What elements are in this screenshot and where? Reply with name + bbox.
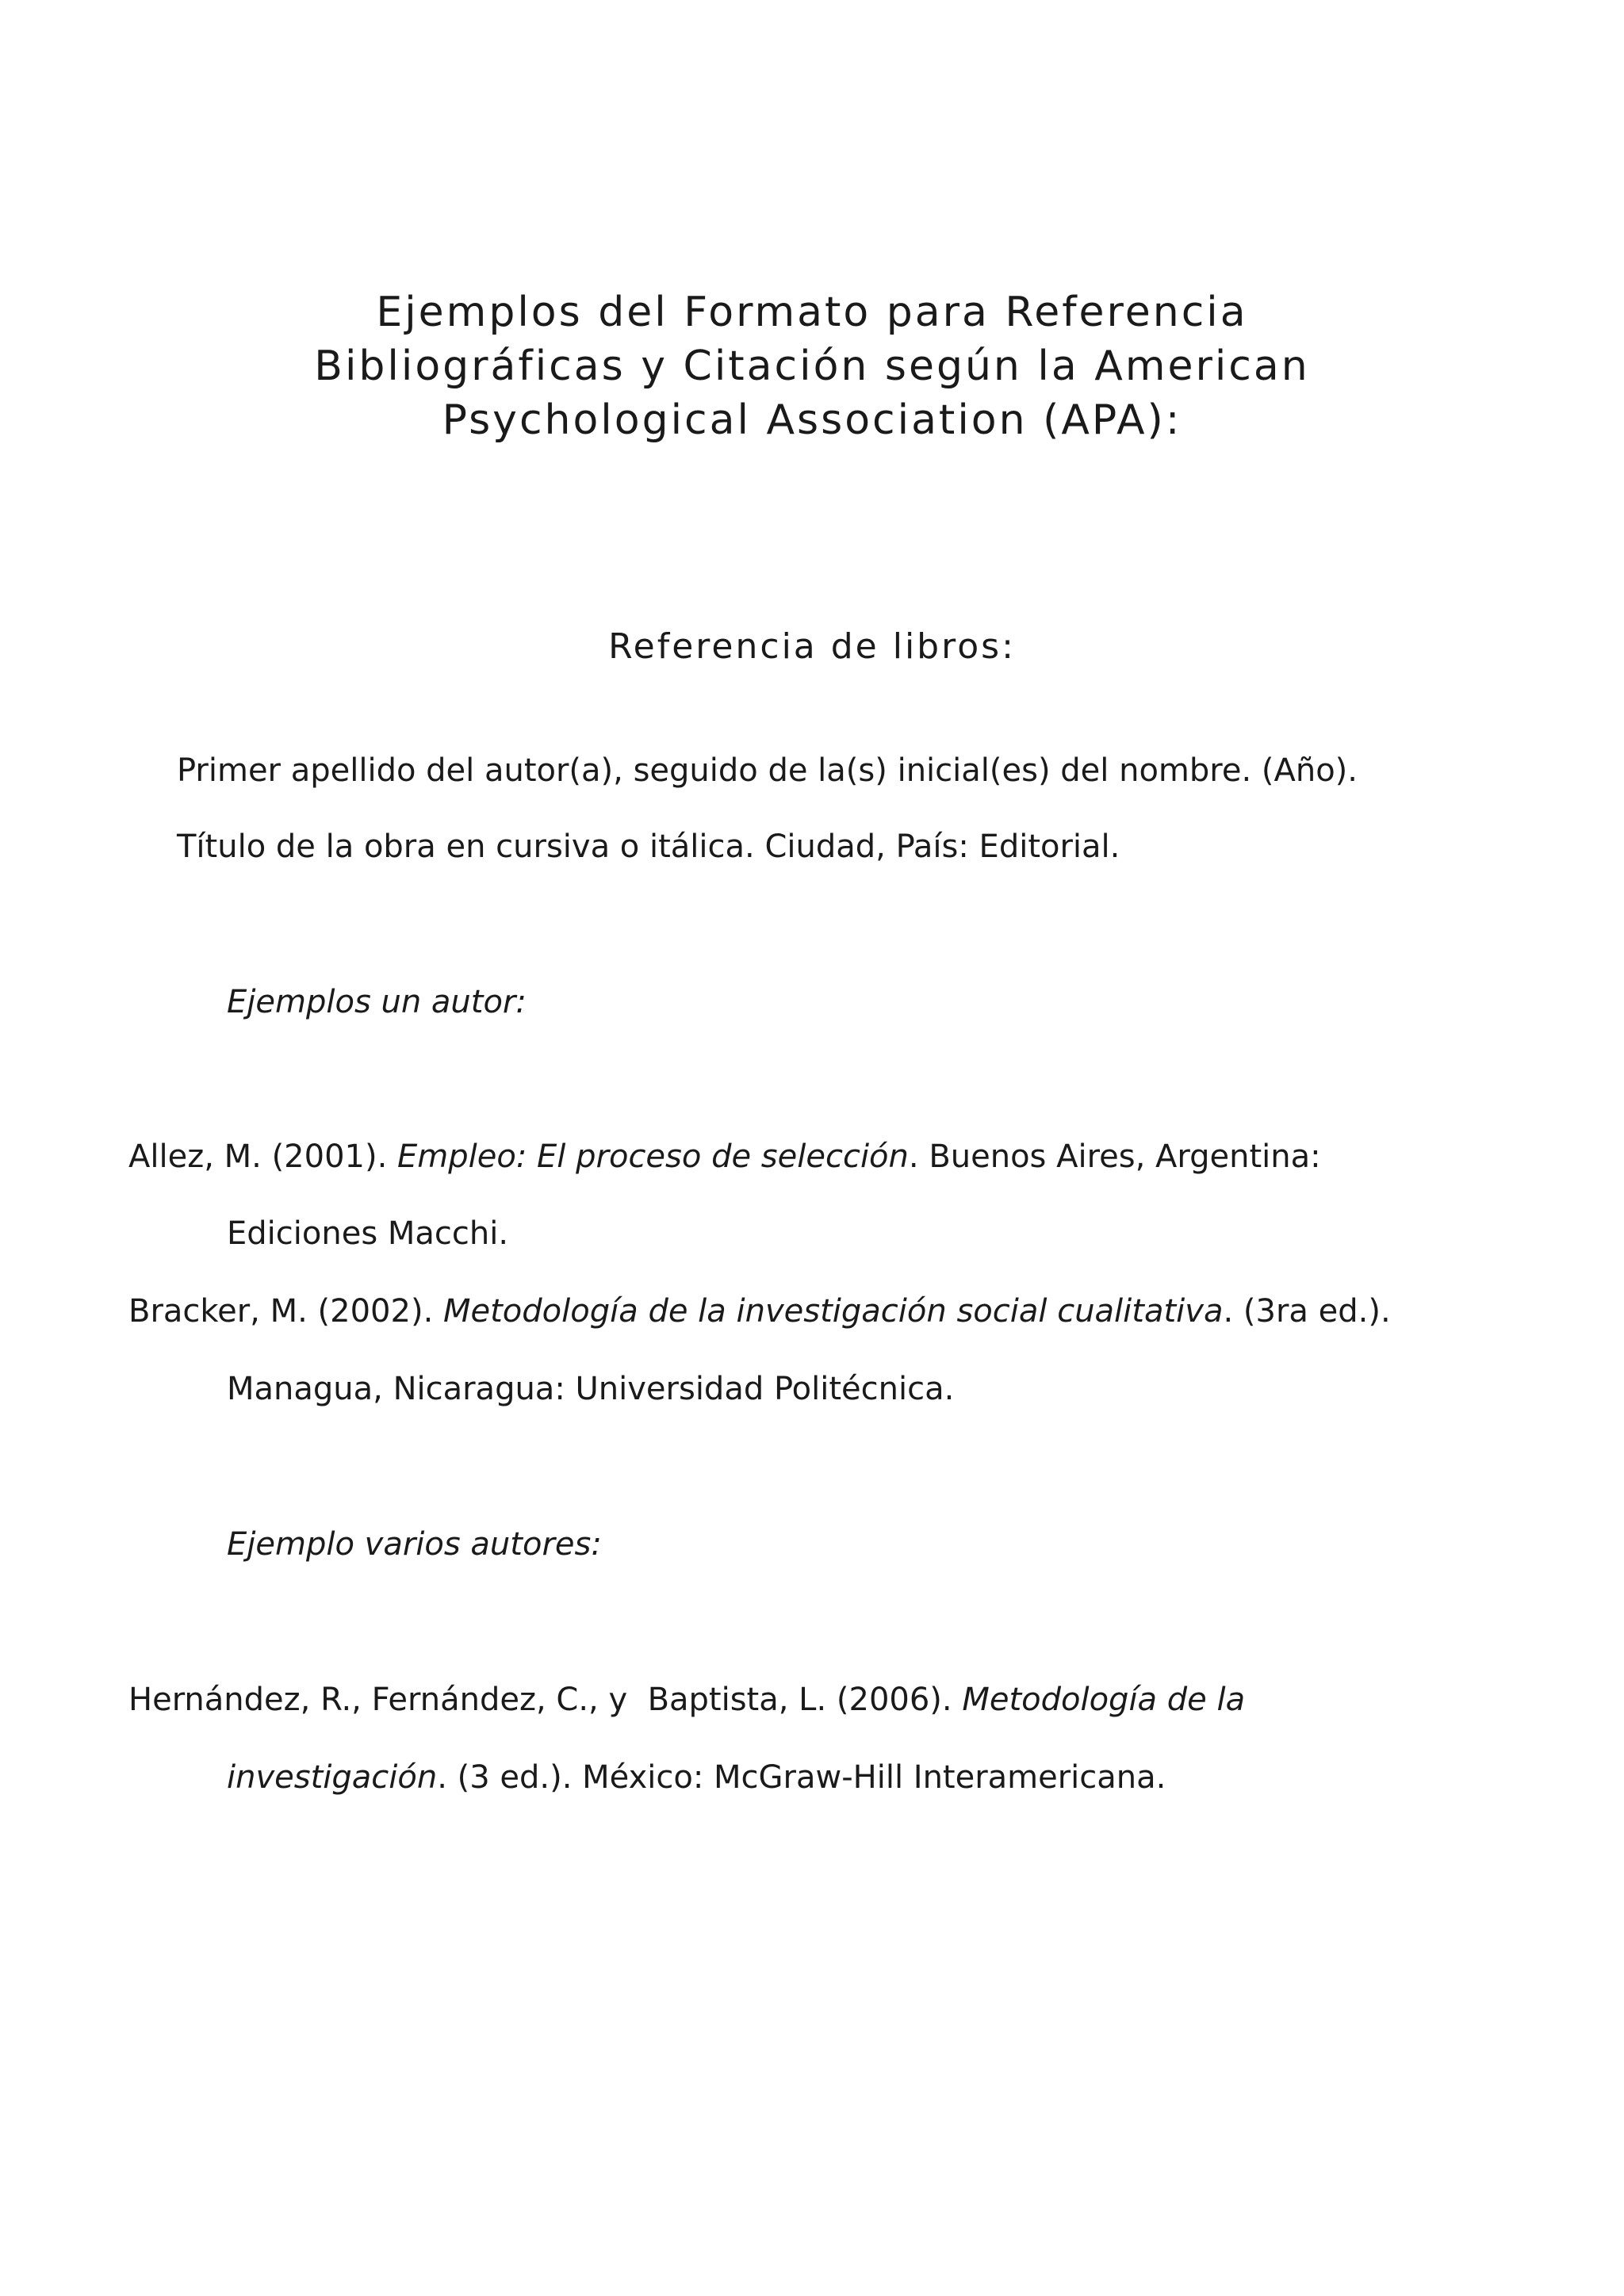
ref1-lead: Allez, M. (2001).: [128, 1138, 398, 1175]
reference-allez-continuation: Ediciones Macchi.: [227, 1215, 509, 1252]
ref1-tail: . Buenos Aires, Argentina:: [908, 1138, 1321, 1175]
reference-bracker: [128, 1291, 1391, 1332]
ref2-tail: . (3ra ed.).: [1223, 1293, 1391, 1330]
subheading-one-author: Ejemplos un autor:: [227, 984, 527, 1020]
ref2-title: Metodología de la investigación social cualitativa: [443, 1293, 1224, 1330]
format-description-line-1: Primer apellido del autor(a), seguido de la(s) inicial(es) del nombre. (Año).: [177, 752, 1358, 789]
document-title: [0, 285, 1624, 447]
reference-hernandez: [128, 1679, 1245, 1720]
ref3-tail: . (3 ed.). México: McGraw-Hill Interamericana.: [437, 1759, 1166, 1796]
reference-bracker-continuation: Managua, Nicaragua: Universidad Politécnica.: [227, 1371, 955, 1407]
ref3-lead: Hernández, R., Fernández, C., y Baptista, L. (2006).: [128, 1682, 963, 1718]
ref3-title-part1: Metodología de la: [962, 1682, 1246, 1718]
reference-hernandez-continuation: [227, 1757, 1166, 1798]
ref1-title: Empleo: El proceso de selección: [397, 1138, 909, 1175]
subheading-several-authors: Ejemplo varios autores:: [227, 1526, 602, 1563]
ref2-lead: Bracker, M. (2002).: [128, 1293, 443, 1330]
section-heading: Referencia de libros:: [608, 626, 1016, 667]
ref3-title-part2: investigación: [227, 1759, 438, 1796]
reference-allez: [128, 1136, 1321, 1177]
title-line-2: Bibliográficas y Citación según la American: [314, 342, 1310, 390]
title-line-3: Psychological Association (APA):: [442, 396, 1182, 444]
format-description-line-2: Título de la obra en cursiva o itálica. Ciudad, País: Editorial.: [177, 828, 1120, 865]
title-line-1: Ejemplos del Formato para Referencia: [376, 289, 1248, 336]
